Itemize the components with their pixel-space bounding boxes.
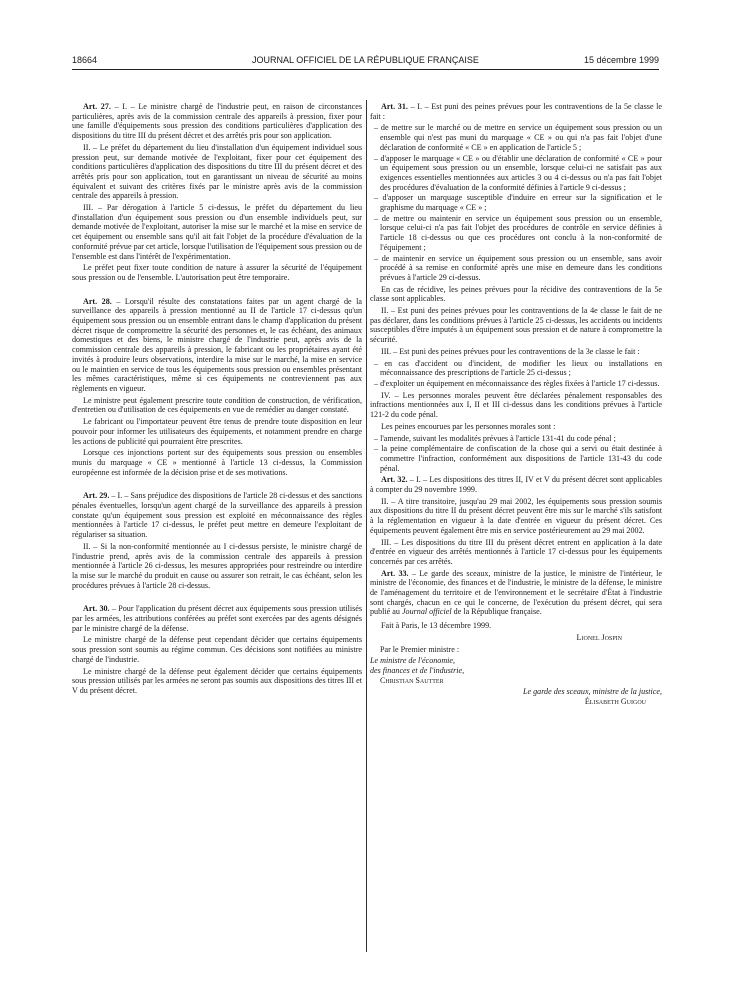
article-28-p1: Art. 28. – Lorsqu'il résulte des constatations faites par un agent chargé de la surveillance des appareils à pression mentionné au II de l'article 17 ci-dessus qu'un équipement sous pression ou un ensemble entrant dans le champ d'application du présent décret risque de compromettre la sécurité des personnes et, le cas échéant, des animaux domestiques et des biens, le ministre chargé de l'industrie peut, après avis de la commission centrale des appareils à pression, le fabricant ou les propriétaires ayant été invités à produire leurs observations, interdire la mise sur le marché, la mise en service ou le maintien en service de tous les équipements sous pression ou ensembles présentant les mêmes caractéristiques, même si ces équipements ne contreviennent pas aux règlements en vigueur.	[72, 296, 362, 393]
column-divider	[366, 100, 367, 952]
list-item: – l'amende, suivant les modalités prévues à l'article 131-41 du code pénal ;	[374, 433, 616, 443]
list-item: – d'exploiter un équipement en méconnaissance des règles fixées à l'article 17 ci-dessus.	[374, 378, 660, 388]
article-31-p5-intro: Les peines encourues par les personnes morales sont :	[381, 421, 556, 431]
journal-name: Journal officiel	[401, 607, 452, 617]
article-31-list	[370, 123, 662, 282]
list-item: – en cas d'accident ou d'incident, de modifier les lieux ou installations en méconnaissance des prescriptions de l'article 25 ci-dessus ;	[374, 358, 662, 378]
right-column	[370, 102, 662, 709]
list-item: – de mettre sur le marché ou de mettre en service un équipement sous pression ou un ensemble qui n'est pas muni du marquage « CE » ou qui n'a pas fait l'objet d'une déclaration de conformité « CE » en application de l'article 5 ;	[374, 123, 662, 152]
article-27-p2: II. – Le préfet du département du lieu d'installation d'un équipement individuel sous pression peut, sur demande motivée de l'exploitant, fixer pour cet équipement des conditions particulières d'application des dispositions du titre III du présent décret et des arrêtés pris pour son application, tout en garantissant un niveau de sécurité au moins équivalent et suivant des critères fixés par le ministre après avis de la commission centrale des appareils à pression.	[72, 142, 362, 201]
article-27-label: Art. 27.	[83, 102, 111, 111]
article-31-label: Art. 31.	[381, 102, 408, 111]
article-30-label: Art. 30.	[83, 604, 110, 614]
place-date: Fait à Paris, le 13 décembre 1999.	[381, 621, 492, 631]
article-31-recidive: En cas de récidive, les peines prévues pour la récidive des contraventions de la 5e classe sont applicables.	[370, 284, 662, 304]
list-item: – de maintenir en service un équipement sous pression ou un ensemble, sans avoir procédé à sa remise en conformité après une mise en demeure dans les conditions prévues à l'article 29 ci-dessus.	[374, 253, 662, 282]
article-32-p3: III. – Les dispositions du titre III du présent décret entrent en application à la date d'entrée en vigueur des arrêtés mentionnés à l'article 17 ci-dessus pour les équipements concernés par ces arrêtés.	[370, 537, 662, 566]
article-28-label: Art. 28.	[83, 296, 112, 306]
list-item: – la peine complémentaire de confiscation de la chose qui a servi ou était destinée à commettre l'infraction, conformément aux dispositions de l'article 131-43 du code pénal.	[374, 444, 662, 473]
article-29-p1: Art. 29. – I. – Sans préjudice des dispositions de l'article 28 ci-dessus et des sanctions pénales éventuelles, lorsqu'un agent chargé de la surveillance des appareils à pression constate qu'un équipement sous pression est exploité en méconnaissance des règles mentionnées à l'article 17 ci-dessus, le préfet peut mettre en demeure l'exploitant de régulariser sa situation.	[72, 491, 363, 540]
article-28-p3: Le fabricant ou l'importateur peuvent être tenus de prendre toute disposition en leur pouvoir pour informer les utilisateurs des équipements, et notamment prendre en charge les actions de publicité qui pourraient être prescrites.	[72, 417, 362, 446]
signature-block	[370, 621, 662, 707]
minister-name: Christian Sautter	[380, 675, 444, 685]
journal-title: JOURNAL OFFICIEL DE LA RÉPUBLIQUE FRANÇAISE	[252, 55, 479, 65]
pm-intro: Par le Premier ministre :	[380, 644, 460, 654]
minister-title-1: Le ministre de l'économie,	[370, 656, 456, 666]
article-31-intro: Art. 31. – I. – Est puni des peines prévues pour les contraventions de la 5e classe le fait :	[370, 102, 663, 121]
article-31-p4: IV. – Les personnes morales peuvent être déclarées pénalement responsables des infractions mentionnées aux I, II et III ci-dessus dans les conditions prévues à l'article 121-2 du code pénal.	[370, 390, 662, 420]
garde-name: Élisabeth Guigou	[584, 697, 646, 707]
article-30-p1: Art. 30. – Pour l'application du présent décret aux équipements sous pression utilisés par les armées, les attributions conférées au préfet sont exercées par des agents désignés par le ministre chargé de la défense.	[72, 604, 363, 633]
article-33-p1: Art. 33. – Le garde des sceaux, ministre de la justice, le ministre de l'intérieur, le ministre de l'économie, des finances et de l'industrie, le ministre de la défense, le ministre de l'aménagement du territoire et de l'environnement et le secrétaire d'État à l'industrie sont chargés, chacun en ce qui le concerne, de l'exécution du présent décret, qui sera publié au Journal officiel de la République française.	[370, 568, 663, 617]
article-28-p2: Le ministre peut également prescrire toute condition de construction, de vérification, d'entretien ou d'utilisation de ces équipements en vue de remédier au danger constaté.	[72, 395, 362, 415]
article-29-p2: II. – Si la non-conformité mentionnée au I ci-dessus persiste, le ministre chargé de l'industrie prend, après avis de la commission centrale des appareils à pression mentionnée à l'article 26 ci-dessus, les mesures appropriées pour restreindre ou interdire la mise sur le marché du produit en cause ou assurer son retrait, le cas échéant, selon les procédures prévues à l'article 28 ci-dessus.	[72, 541, 362, 590]
article-30-p3: Le ministre chargé de la défense peut également décider que certains équipements sous pression utilisés par les armées ne seront pas soumis aux dispositions des titres III et V du présent décret.	[72, 666, 362, 695]
page-number: 18664	[72, 55, 98, 65]
article-31-list-5	[370, 434, 662, 474]
issue-date: 15 décembre 1999	[583, 55, 659, 65]
minister-title-2: des finances et de l'industrie,	[370, 665, 465, 675]
list-item: – d'apposer le marquage « CE » ou d'établir une déclaration de conformité « CE » pour un équipement sous pression ou un ensemble, lorsque celui-ci ne satisfait pas aux exigences essentielles mentionnées aux articles 3 ou 4 ci-dessus ou n'a pas fait l'objet des procédures d'évaluation de la conformité définies à l'article 9 ci-dessus ;	[374, 153, 662, 192]
article-31-list-3	[370, 359, 662, 389]
article-27-p3: III. – Par dérogation à l'article 5 ci-dessus, le préfet du département du lieu d'installation d'un équipement sous pression ou d'un ensemble individuels peut, sur demande motivée de l'exploitant, autoriser la mise sur le marché et la mise en service de cet équipement ou ensemble sans qu'il ait fait l'objet de la procédure d'évaluation de la conformité prévue par cet article, lorsque l'utilisation de l'équipement sous pression ou de l'ensemble est dans l'intérêt de l'expérimentation.	[72, 203, 362, 261]
article-27-p4: Le préfet peut fixer toute condition de nature à assurer la sécurité de l'équipement sous pression ou de l'ensemble. L'autorisation peut être temporaire.	[72, 263, 362, 282]
list-item: – d'apposer un marquage susceptible d'induire en erreur sur la signification et le graphisme du marquage « CE » ;	[374, 193, 662, 213]
list-item: – de mettre ou maintenir en service un équipement sous pression ou un ensemble, lorsque celui-ci n'a pas fait l'objet des procédures de contrôle en service définies à l'article 18 ci-dessus ou que ces procédures ont conclu à la non-conformité de l'équipement ;	[374, 213, 662, 252]
article-30-p2: Le ministre chargé de la défense peut cependant décider que certains équipements sous pression sont soumis au régime commun. Ces décisions sont notifiées au ministre chargé de l'industrie.	[72, 635, 362, 664]
article-27-p1: Art. 27. – I. – Le ministre chargé de l'industrie peut, en raison de circonstances particulières, après avis de la commission centrale des appareils à pression, fixer pour une famille d'équipements sous pression des conditions particulières d'application des dispositions du titre III du présent décret et des arrêtés pris pour son application.	[72, 102, 363, 141]
article-31-p2: II. – Est puni des peines prévues pour les contraventions de la 4e classe le fait de ne pas déclarer, dans les conditions prévues à l'article 25 ci-dessus, les accidents ou incidents susceptibles d'être imputés à un équipement sous pression et de nature à compromettre la sécurité.	[370, 306, 662, 345]
garde-title: Le garde des sceaux, ministre de la justice,	[523, 687, 662, 697]
page-header	[72, 55, 659, 69]
left-column	[72, 102, 362, 698]
article-28-p4: Lorsque ces injonctions portent sur des équipements sous pression ou ensembles munis du marquage « CE » mentionné à l'article 13 ci-dessus, la Commission européenne est informée de la décision prise et de ses motivations.	[72, 448, 362, 477]
article-31-p3-intro: III. – Est puni des peines prévues pour les contraventions de la 3e classe le fait :	[381, 346, 640, 356]
article-32-p2: II. – A titre transitoire, jusqu'au 29 mai 2002, les équipements sous pression soumis aux dispositions du titre II du présent décret peuvent être mis sur le marché s'ils satisfont à la réglementation en vigueur à la date d'entrée en vigueur du présent décret. Ces équipements peuvent également être mis en service postérieurement au 29 mai 2002.	[370, 496, 662, 535]
article-32-p1: Art. 32. – I. – Les dispositions des titres II, IV et V du présent décret sont applicables à compter du 29 novembre 1999.	[370, 475, 662, 495]
article-32-label: Art. 32.	[381, 475, 408, 485]
article-29-label: Art. 29.	[83, 491, 110, 501]
header-rule	[72, 69, 659, 70]
pm-name: Lionel Jospin	[576, 632, 622, 642]
article-33-label: Art. 33.	[381, 568, 409, 578]
